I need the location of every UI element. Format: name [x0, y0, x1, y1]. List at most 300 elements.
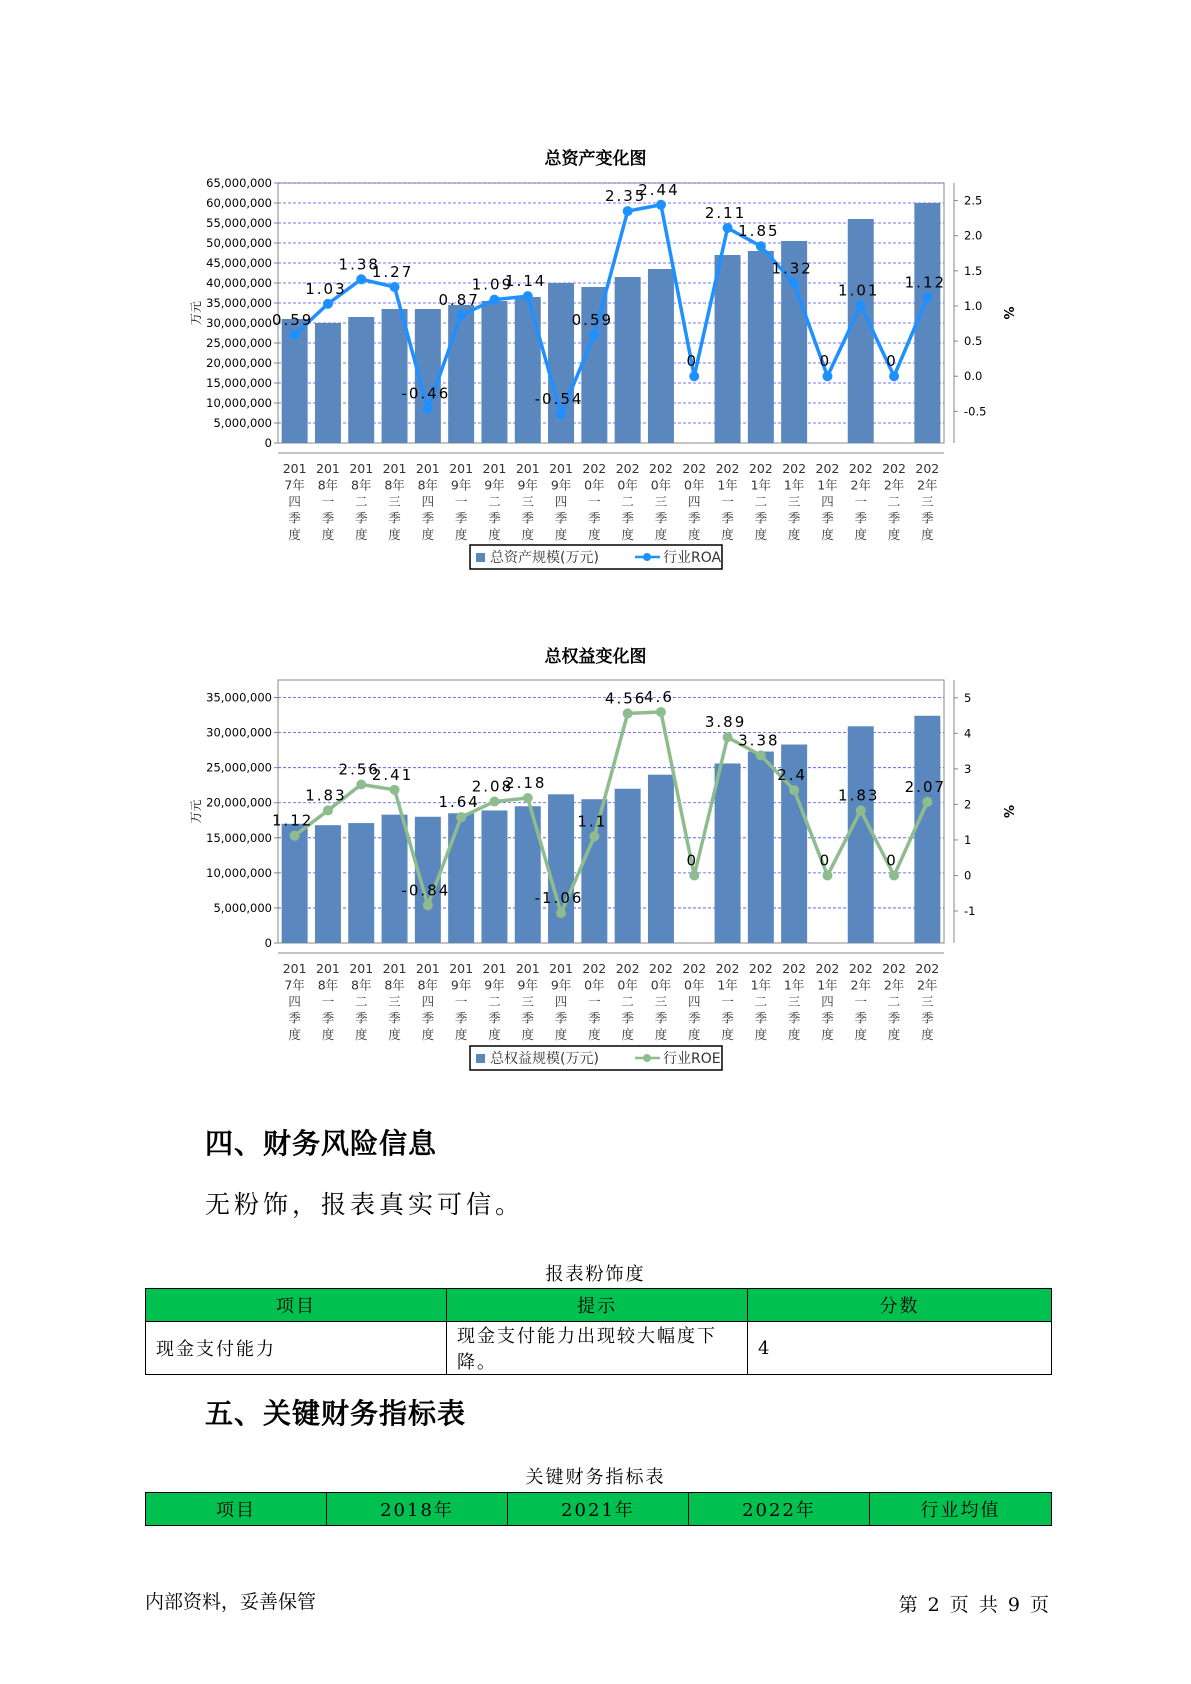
- x-tick-label: 度: [421, 1027, 435, 1042]
- x-tick-label: 季: [488, 1010, 501, 1026]
- x-tick-label: 1年: [750, 477, 772, 493]
- x-tick-label: 季: [354, 1010, 368, 1026]
- x-tick-label: 202: [915, 461, 940, 476]
- x-tick-label: 季: [288, 510, 301, 526]
- y-tick-label: 10,000,000: [206, 396, 272, 410]
- x-tick-label: 1年: [783, 977, 805, 993]
- x-tick-label: 三: [654, 994, 668, 1009]
- x-tick-label: 度: [588, 527, 601, 542]
- data-label: -0.54: [534, 390, 584, 409]
- line-point: [723, 732, 733, 742]
- section-heading-indicators: 五、关键财务指标表: [205, 1397, 467, 1430]
- bar: [382, 309, 408, 443]
- x-tick-label: 三: [388, 494, 401, 509]
- x-tick-label: 三: [921, 994, 934, 1009]
- data-label: 0: [886, 851, 898, 870]
- data-label: 1.09: [471, 275, 514, 294]
- x-tick-label: 0年: [617, 977, 638, 993]
- y2-tick-label: 2.0: [964, 228, 983, 243]
- y2-tick-label: -0.5: [964, 404, 987, 419]
- line-point: [456, 310, 466, 320]
- line-point: [856, 300, 866, 310]
- data-label: 1.38: [338, 255, 380, 274]
- x-tick-label: 度: [854, 1027, 868, 1042]
- x-tick-label: 一: [321, 994, 335, 1009]
- total-equity-chart-svg: [0, 628, 1191, 1088]
- x-tick-label: 季: [921, 510, 934, 526]
- x-tick-label: 0年: [650, 477, 672, 493]
- bar: [615, 789, 641, 943]
- y2-tick-label: 3: [964, 761, 972, 776]
- risk-summary-text: 无粉饰，报表真实可信。: [205, 1190, 525, 1219]
- y-tick-label: 30,000,000: [206, 316, 272, 330]
- data-label: 4.6: [644, 687, 674, 706]
- x-tick-label: 季: [421, 1010, 435, 1026]
- bar: [748, 251, 774, 443]
- x-tick-label: 度: [321, 527, 335, 542]
- y-tick-label: 15,000,000: [206, 830, 272, 845]
- legend-bar-swatch: [476, 1054, 485, 1063]
- x-tick-label: 1年: [750, 977, 772, 993]
- data-label: 2.56: [338, 760, 380, 779]
- data-label: 2.41: [371, 765, 414, 784]
- x-tick-label: 9年: [550, 477, 572, 493]
- data-label: 0.87: [438, 291, 480, 310]
- x-tick-label: 201: [316, 961, 340, 976]
- line-point: [556, 409, 566, 419]
- x-tick-label: 季: [621, 1010, 634, 1026]
- y-tick-label: 45,000,000: [206, 256, 272, 270]
- y-tick-label: 50,000,000: [206, 236, 272, 250]
- x-tick-label: 度: [288, 527, 301, 542]
- x-tick-label: 一: [454, 494, 468, 509]
- x-tick-label: 度: [854, 527, 868, 542]
- x-tick-label: 201: [482, 961, 507, 976]
- bar: [715, 255, 741, 443]
- line-point: [656, 200, 666, 210]
- y-tick-label: 15,000,000: [206, 376, 272, 390]
- x-tick-label: 0年: [684, 977, 705, 993]
- x-tick-label: 季: [554, 1010, 568, 1026]
- x-tick-label: 度: [754, 1027, 768, 1042]
- x-tick-label: 季: [887, 1010, 901, 1026]
- x-tick-label: 度: [921, 1027, 934, 1042]
- x-tick-label: 季: [787, 510, 801, 526]
- y-tick-label: 0: [264, 436, 272, 450]
- x-tick-label: 四: [821, 494, 834, 509]
- line-point: [822, 371, 832, 381]
- x-tick-label: 季: [588, 1010, 601, 1026]
- line-point: [390, 282, 400, 292]
- x-tick-label: 0年: [684, 477, 705, 493]
- bar: [748, 752, 774, 943]
- y-tick-label: 55,000,000: [206, 216, 272, 230]
- x-tick-label: 202: [882, 461, 906, 476]
- table-cell: 现金支付能力出现较大幅度下降。: [447, 1322, 748, 1375]
- x-tick-label: 1年: [717, 477, 738, 493]
- x-tick-label: 季: [421, 510, 435, 526]
- x-tick-label: 四: [288, 994, 301, 1009]
- x-tick-label: 202: [748, 961, 773, 976]
- y-tick-label: 35,000,000: [206, 690, 272, 705]
- x-tick-label: 度: [354, 527, 368, 542]
- x-tick-label: 季: [821, 510, 834, 526]
- x-tick-label: 201: [549, 461, 573, 476]
- data-label: 2.07: [904, 777, 947, 796]
- x-tick-label: 9年: [450, 977, 472, 993]
- x-tick-label: 季: [521, 510, 535, 526]
- bar: [382, 815, 408, 943]
- x-tick-label: 度: [887, 1027, 901, 1042]
- x-tick-label: 四: [554, 494, 568, 509]
- x-tick-label: 202: [782, 461, 807, 476]
- x-tick-label: 度: [787, 1027, 801, 1042]
- x-tick-label: 度: [621, 527, 634, 542]
- x-tick-label: 季: [654, 1010, 668, 1026]
- x-tick-label: 202: [848, 461, 873, 476]
- x-tick-label: 度: [887, 527, 901, 542]
- line-point: [589, 330, 599, 340]
- data-label: 1.32: [771, 259, 813, 278]
- data-label: 3.38: [738, 731, 780, 750]
- x-tick-label: 季: [921, 1010, 934, 1026]
- x-tick-label: 2年: [883, 477, 905, 493]
- data-label: 2.4: [777, 766, 808, 785]
- x-tick-label: 度: [921, 527, 934, 542]
- x-tick-label: 2年: [850, 477, 871, 493]
- x-tick-label: 201: [415, 461, 440, 476]
- bar: [448, 813, 474, 943]
- legend-line-label: 行业ROE: [663, 1051, 721, 1067]
- x-tick-label: 度: [488, 527, 501, 542]
- x-tick-label: 9年: [517, 977, 538, 993]
- x-tick-label: 8年: [417, 977, 439, 993]
- data-label: 1.01: [838, 281, 880, 300]
- total-assets-chart: [0, 130, 1191, 590]
- line-point: [456, 812, 466, 822]
- x-tick-label: 201: [415, 961, 440, 976]
- x-tick-label: 度: [388, 1027, 401, 1042]
- indicators-table: [145, 1492, 1052, 1526]
- x-tick-label: 三: [921, 494, 934, 509]
- y2-tick-label: 0: [964, 868, 972, 883]
- data-label: 0: [819, 851, 832, 870]
- line-point: [523, 793, 533, 803]
- x-tick-label: 8年: [317, 477, 339, 493]
- bar: [315, 825, 341, 943]
- x-tick-label: 201: [349, 961, 374, 976]
- x-tick-label: 二: [488, 994, 501, 1009]
- x-tick-label: 二: [354, 494, 368, 509]
- y-tick-label: 20,000,000: [206, 795, 272, 810]
- y-tick-label: 60,000,000: [206, 196, 272, 210]
- bar: [648, 775, 674, 943]
- x-tick-label: 四: [554, 994, 568, 1009]
- x-tick-label: 度: [654, 1027, 668, 1042]
- x-tick-label: 201: [482, 461, 507, 476]
- x-tick-label: 季: [787, 1010, 801, 1026]
- line-point: [323, 805, 333, 815]
- legend-line-marker: [643, 1054, 651, 1062]
- x-tick-label: 季: [288, 1010, 301, 1026]
- line-point: [623, 708, 633, 718]
- y-tick-label: 10,000,000: [206, 865, 272, 880]
- bar: [914, 716, 940, 943]
- table-row: [146, 1322, 1052, 1375]
- x-tick-label: 201: [382, 961, 407, 976]
- x-tick-label: 0年: [584, 477, 605, 493]
- line-point: [356, 779, 366, 789]
- line-point: [789, 278, 799, 288]
- data-label: -0.46: [401, 384, 451, 403]
- y-tick-label: 5,000,000: [213, 416, 272, 430]
- y2-tick-label: 2: [964, 797, 972, 812]
- line-point: [889, 371, 899, 381]
- bar: [615, 277, 641, 443]
- bar: [648, 269, 674, 443]
- line-point: [356, 274, 366, 284]
- total-assets-chart-svg: [0, 130, 1191, 590]
- x-tick-label: 202: [615, 961, 640, 976]
- table-caption-risk: 报表粉饰度: [545, 1264, 646, 1285]
- x-tick-label: 三: [521, 494, 535, 509]
- footer-confidential: 内部资料，妥善保管: [145, 1591, 317, 1613]
- legend-line-label: 行业ROA: [663, 550, 722, 566]
- x-tick-label: 度: [787, 527, 801, 542]
- table-header-row: [146, 1493, 1052, 1526]
- data-label: 4.56: [604, 689, 647, 708]
- bar: [448, 305, 474, 443]
- x-tick-label: 8年: [417, 477, 439, 493]
- x-tick-label: 季: [687, 510, 701, 526]
- x-tick-label: 度: [454, 1027, 468, 1042]
- x-tick-label: 二: [754, 994, 768, 1009]
- x-tick-label: 2年: [850, 977, 871, 993]
- line-point: [689, 870, 699, 880]
- x-tick-label: 201: [549, 961, 573, 976]
- table-cell: 4: [748, 1322, 1052, 1375]
- x-tick-label: 季: [388, 1010, 401, 1026]
- y-tick-label: 25,000,000: [206, 760, 272, 775]
- data-label: 2.35: [604, 187, 647, 206]
- plot-area: [278, 680, 947, 943]
- y2-tick-label: 4: [964, 726, 972, 741]
- line-point: [290, 831, 300, 841]
- data-label: 1.85: [738, 222, 780, 241]
- y2-tick-label: -1: [964, 904, 976, 919]
- data-label: -1.06: [534, 889, 584, 908]
- x-tick-label: 2年: [883, 977, 905, 993]
- x-tick-label: 三: [654, 494, 668, 509]
- x-tick-label: 201: [316, 461, 340, 476]
- x-tick-label: 二: [354, 994, 368, 1009]
- data-label: 1.27: [371, 263, 414, 281]
- x-tick-label: 三: [388, 994, 401, 1009]
- x-tick-label: 202: [615, 461, 640, 476]
- x-tick-label: 度: [687, 1027, 701, 1042]
- x-tick-label: 度: [354, 1027, 368, 1042]
- legend-bar-swatch: [476, 553, 485, 562]
- x-tick-label: 二: [887, 494, 901, 509]
- x-tick-label: 9年: [484, 477, 505, 493]
- x-tick-label: 度: [588, 1027, 601, 1042]
- x-tick-label: 度: [554, 527, 568, 542]
- x-tick-label: 一: [588, 494, 601, 509]
- x-tick-label: 0年: [584, 977, 605, 993]
- line-point: [689, 371, 699, 381]
- y2-tick-label: 1.5: [964, 263, 983, 278]
- x-tick-label: 季: [721, 510, 734, 526]
- x-tick-label: 二: [621, 494, 634, 509]
- x-tick-label: 度: [488, 1027, 501, 1042]
- x-tick-label: 季: [721, 1010, 734, 1026]
- data-label: 1.14: [505, 272, 547, 291]
- y-tick-label: 20,000,000: [206, 356, 272, 370]
- table-header-cell: 提示: [447, 1289, 748, 1322]
- bar: [282, 824, 308, 943]
- x-tick-label: 202: [782, 961, 807, 976]
- x-tick-label: 季: [854, 1010, 868, 1026]
- data-label: -0.84: [401, 881, 451, 900]
- x-tick-label: 度: [721, 1027, 734, 1042]
- risk-table: [145, 1288, 1052, 1375]
- legend-bar-label: 总资产规模(万元): [490, 550, 599, 566]
- x-tick-label: 度: [454, 527, 468, 542]
- y2-tick-label: 1: [964, 832, 972, 847]
- x-tick-label: 二: [621, 994, 634, 1009]
- x-tick-label: 1年: [817, 477, 838, 493]
- x-tick-label: 2年: [917, 977, 938, 993]
- line-point: [656, 707, 666, 717]
- x-tick-label: 季: [821, 1010, 834, 1026]
- x-tick-label: 0年: [650, 977, 672, 993]
- x-tick-label: 四: [821, 994, 834, 1009]
- line-point: [889, 870, 899, 880]
- table-header-cell: 2022年: [689, 1493, 870, 1526]
- x-tick-label: 201: [515, 461, 540, 476]
- x-tick-label: 季: [354, 510, 368, 526]
- line-point: [589, 831, 599, 841]
- bar: [348, 317, 374, 443]
- data-label: 0: [886, 352, 898, 371]
- x-tick-label: 202: [748, 461, 773, 476]
- y2-tick-label: 0.5: [964, 334, 983, 349]
- x-tick-label: 一: [721, 494, 734, 509]
- x-tick-label: 9年: [550, 977, 572, 993]
- x-tick-label: 季: [521, 1010, 535, 1026]
- line-point: [922, 293, 932, 303]
- x-tick-label: 二: [887, 994, 901, 1009]
- x-tick-label: 0年: [617, 477, 638, 493]
- x-tick-label: 度: [521, 527, 535, 542]
- x-tick-label: 202: [582, 961, 607, 976]
- y-tick-label: 40,000,000: [206, 276, 272, 290]
- data-label: 0.59: [271, 310, 314, 329]
- y-tick-label: 0: [264, 936, 272, 950]
- table-header-cell: 2018年: [327, 1493, 508, 1526]
- y-tick-label: 35,000,000: [206, 296, 272, 310]
- data-label: 1.12: [271, 811, 314, 830]
- line-point: [323, 299, 333, 309]
- x-tick-label: 季: [754, 1010, 768, 1026]
- x-tick-label: 度: [421, 527, 435, 542]
- x-tick-label: 季: [854, 510, 868, 526]
- bar: [848, 219, 874, 443]
- line-point: [423, 900, 433, 910]
- line-point: [756, 241, 766, 251]
- x-tick-label: 季: [588, 510, 601, 526]
- x-tick-label: 201: [515, 961, 540, 976]
- x-tick-label: 8年: [384, 477, 405, 493]
- x-tick-label: 四: [288, 494, 301, 509]
- x-tick-label: 季: [621, 510, 634, 526]
- x-tick-label: 季: [454, 510, 468, 526]
- x-tick-label: 202: [649, 961, 673, 976]
- line-point: [756, 750, 766, 760]
- x-tick-label: 四: [687, 494, 701, 509]
- table-header-cell: 项目: [146, 1289, 447, 1322]
- x-tick-label: 度: [621, 1027, 634, 1042]
- bar: [481, 810, 507, 943]
- data-label: 0: [686, 352, 699, 371]
- x-tick-label: 季: [754, 510, 768, 526]
- x-tick-label: 三: [787, 494, 801, 509]
- x-tick-label: 202: [682, 461, 707, 476]
- line-point: [290, 330, 300, 340]
- data-label: 2.18: [505, 773, 547, 792]
- line-point: [856, 805, 866, 815]
- x-tick-label: 一: [721, 994, 734, 1009]
- x-tick-label: 二: [754, 494, 768, 509]
- bar: [848, 726, 874, 943]
- legend-line-marker: [643, 553, 651, 561]
- x-tick-label: 度: [687, 527, 701, 542]
- line-point: [423, 404, 433, 414]
- x-tick-label: 9年: [450, 477, 472, 493]
- x-tick-label: 四: [687, 994, 701, 1009]
- x-tick-label: 201: [282, 961, 307, 976]
- y-axis-label: 万元: [189, 799, 203, 824]
- line-point: [556, 908, 566, 918]
- y2-tick-label: 2.5: [964, 193, 983, 208]
- x-tick-label: 202: [715, 961, 740, 976]
- data-label: 1.83: [305, 786, 347, 805]
- data-label: 2.44: [638, 180, 680, 199]
- line-point: [390, 785, 400, 795]
- x-tick-label: 四: [421, 494, 435, 509]
- table-header-cell: 项目: [146, 1493, 327, 1526]
- x-tick-label: 202: [915, 961, 940, 976]
- x-tick-label: 度: [321, 1027, 335, 1042]
- y2-tick-label: 1.0: [964, 298, 983, 313]
- x-tick-label: 季: [887, 510, 901, 526]
- x-tick-label: 一: [321, 494, 335, 509]
- x-tick-label: 2年: [917, 477, 938, 493]
- x-tick-label: 1年: [817, 977, 838, 993]
- x-tick-label: 二: [488, 494, 501, 509]
- data-label: 0: [686, 851, 699, 870]
- x-tick-label: 季: [687, 1010, 701, 1026]
- bar: [715, 763, 741, 943]
- y-tick-label: 30,000,000: [206, 725, 272, 740]
- x-tick-label: 度: [821, 527, 834, 542]
- x-tick-label: 202: [815, 961, 840, 976]
- x-tick-label: 202: [715, 461, 740, 476]
- bar: [515, 297, 541, 443]
- section-heading-risk: 四、财务风险信息: [205, 1127, 438, 1160]
- x-tick-label: 度: [654, 527, 668, 542]
- line-point: [523, 291, 533, 301]
